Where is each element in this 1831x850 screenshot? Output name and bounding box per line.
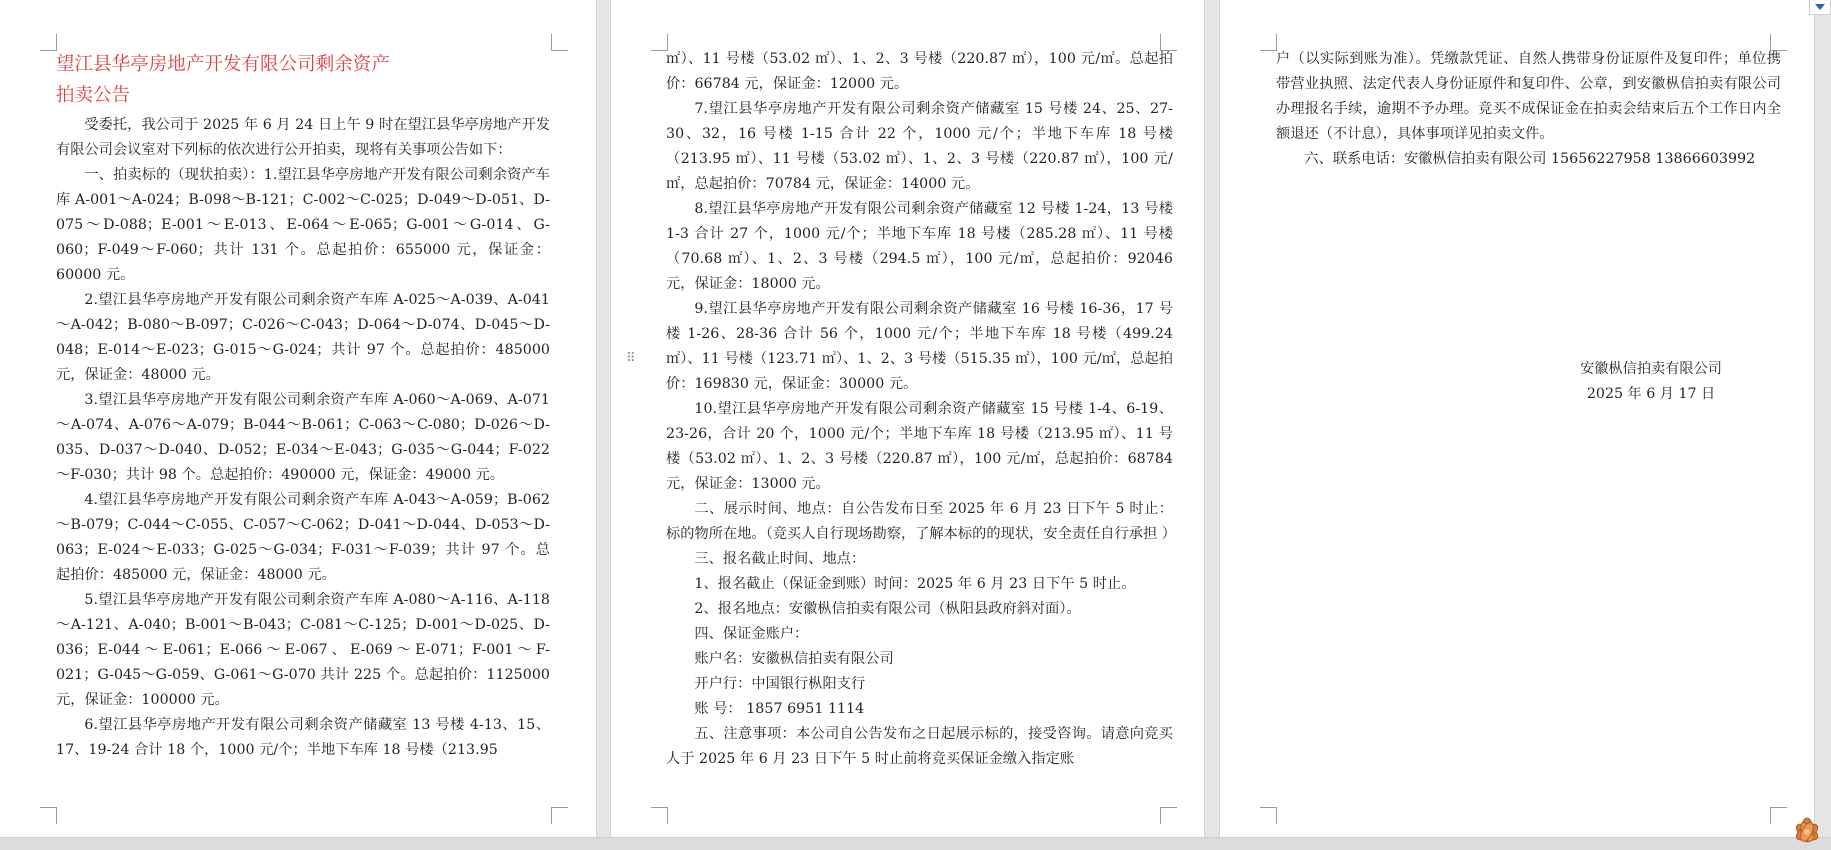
margin-mark (651, 807, 668, 824)
paragraph: 二、展示时间、地点：自公告发布日至 2025 年 6 月 23 日下午 5 时止：标的物所在地。（竞买人自行现场勘察，了解本标的的现状，安全责任自行承担 ） (666, 501, 1177, 542)
margin-mark (40, 34, 57, 51)
page-1-body[interactable] (56, 49, 550, 763)
signature-company: 安徽枞信拍卖有限公司 (1580, 361, 1722, 377)
paragraph: 7.望江县华亭房地产开发有限公司剩余资产储藏室 15 号楼 24、25、27-30、32，16 号楼 1-15 合计 22 个，1000 元/个；半地下车库 18 号楼（213.95 ㎡）、11 号楼（53.02 ㎡）、1、2、3 号楼（220.87 ㎡），100 元/㎡，总起拍价：70784 元，保证金：14000 元。 (666, 101, 1173, 192)
paragraph: 4.望江县华亭房地产开发有限公司剩余资产车库 A-043～A-059；B-062～B-079；C-044～C-055、C-057～C-062；D-041～D-044、D-053～D-063；E-024～E-033；G-025～G-034；F-031～F-039；共计 97 个。总起拍价：485000 元，保证金：48000 元。 (56, 492, 550, 583)
page-3-body[interactable] (1276, 47, 1781, 172)
paragraph: 六、联系电话：安徽枞信拍卖有限公司 15656227958 13866603992 (1304, 151, 1756, 167)
paragraph: 一、拍卖标的（现状拍卖）：1.望江县华亭房地产开发有限公司剩余资产车库 A-001～A-024；B-098～B-121；C-002～C-025；D-049～D-051、D-075～D-088；E-001～E-013、E-064～E-065；G-001～G-014、G-060；F-049～F-060；共计 131 个。总起拍价：655000 元，保证金：60000 元。 (56, 167, 550, 283)
paragraph: 五、注意事项：本公司自公告发布之日起展示标的，接受咨询。请意向竞买人于 2025 年 6 月 23 日下午 5 时止前将竞买保证金缴入指定账 (666, 726, 1173, 767)
paragraph: 户（以实际到账为准）。凭缴款凭证、自然人携带身份证原件及复印件；单位携带营业执照、法定代表人身份证原件和复印件、公章，到安徽枞信拍卖有限公司办理报名手续，逾期不予办理。竞买不成保证金在拍卖会结束后五个工作日内全额退还（不计息），具体事项详见拍卖文件。 (1276, 51, 1781, 142)
paragraph: 10.望江县华亭房地产开发有限公司剩余资产储藏室 15 号楼 1-4、6-19、23-26，合计 20 个，1000 元/个；半地下车库 18 号楼（213.95 ㎡）、11 号楼（53.02 ㎡）、1、2、3 号楼（220.87 ㎡），100 元/㎡，总起拍价：68784 元，保证金：13000 元。 (666, 401, 1173, 492)
margin-mark (1160, 807, 1177, 824)
paragraph: 1、报名截止（保证金到账）时间：2025 年 6 月 23 日下午 5 时止。 (694, 576, 1136, 592)
collapse-ribbon-button[interactable] (1809, 0, 1831, 15)
drag-handle-icon[interactable]: ⠿ (626, 351, 636, 366)
document-page-1 (0, 0, 596, 838)
paragraph: 2.望江县华亭房地产开发有限公司剩余资产车库 A-025～A-039、A-041～A-042；B-080～B-097；C-026～C-043；D-064～D-074、D-045～D-048；E-014～E-023；G-015～G-024；共计 97 个。总起拍价：485000 元，保证金：48000 元。 (56, 292, 550, 383)
paragraph: 开户行：中国银行枞阳支行 (694, 676, 866, 692)
document-title-line-2: 拍卖公告 (56, 85, 131, 106)
margin-mark (1260, 34, 1277, 51)
paragraph: 9.望江县华亭房地产开发有限公司剩余资产储藏室 16 号楼 16-36，17 号楼 1-26、28-36 合计 56 个，1000 元/个；半地下车库 18 号楼（499.24 ㎡）、11 号楼（123.71 ㎡）、1、2、3 号楼（515.35 ㎡），100 元/㎡，总起拍价：169830 元，保证金：30000 元。 (666, 301, 1173, 392)
paragraph: 8.望江县华亭房地产开发有限公司剩余资产储藏室 12 号楼 1-24，13 号楼 1-3 合计 27 个，1000 元/个；半地下车库 18 号楼（285.28 ㎡）、11 号楼（70.68 ㎡）、1、2、3 号楼（294.5 ㎡），100 元/㎡，总起拍价：92046 元，保证金：18000 元。 (666, 201, 1173, 292)
paragraph: 5.望江县华亭房地产开发有限公司剩余资产车库 A-080～A-116、A-118～A-121、A-040；B-001～B-043；C-081～C-125；D-001～D-025、D-036；E-044～E-061；E-066～E-067、E-069～E-071；F-001～F-021；G-045～G-059、G-061～G-070 共计 225 个。总起拍价：1125000 元，保证金：100000 元。 (56, 592, 550, 708)
paragraph: 2、报名地点：安徽枞信拍卖有限公司（枞阳县政府斜对面）。 (694, 601, 1081, 617)
margin-mark (40, 807, 57, 824)
paragraph: ㎡）、11 号楼（53.02 ㎡）、1、2、3 号楼（220.87 ㎡），100 元/㎡。总起拍价：66784 元，保证金：12000 元。 (666, 51, 1173, 92)
paragraph: 账户名：安徽枞信拍卖有限公司 (694, 651, 894, 667)
signature-date: 2025 年 6 月 17 日 (1586, 386, 1716, 402)
status-bar (0, 837, 1831, 850)
paragraph: 三、报名截止时间、地点： (694, 551, 866, 567)
margin-mark (551, 807, 568, 824)
page-2-body[interactable] (666, 47, 1177, 772)
chevron-down-icon (1815, 4, 1825, 10)
succulent-icon (1785, 802, 1829, 846)
margin-mark (551, 34, 568, 51)
document-title-line-1: 望江县华亭房地产开发有限公司剩余资产 (56, 54, 390, 75)
margin-mark (1260, 807, 1277, 824)
document-page-2 (611, 0, 1204, 838)
paragraph: 四、保证金账户： (694, 626, 809, 642)
document-page-3 (1220, 0, 1814, 838)
signature-block (1580, 357, 1722, 407)
paragraph: 3.望江县华亭房地产开发有限公司剩余资产车库 A-060～A-069、A-071～A-074、A-076～A-079；B-044～B-061；C-063～C-080；D-026～D-035、D-037～D-040、D-052；E-034～E-043；G-035～G-044；F-022～F-030；共计 98 个。总起拍价：490000 元，保证金：49000 元。 (56, 392, 550, 483)
paragraph: 受委托，我公司于 2025 年 6 月 24 日上午 9 时在望江县华亭房地产开发有限公司会议室对下列标的依次进行公开拍卖，现将有关事项公告如下： (56, 117, 550, 158)
paragraph: 账 号： 1857 6951 1114 (694, 701, 865, 717)
paragraph: 6.望江县华亭房地产开发有限公司剩余资产储藏室 13 号楼 4-13、15、17、19-24 合计 18 个，1000 元/个；半地下车库 18 号楼（213.95 (56, 717, 550, 758)
